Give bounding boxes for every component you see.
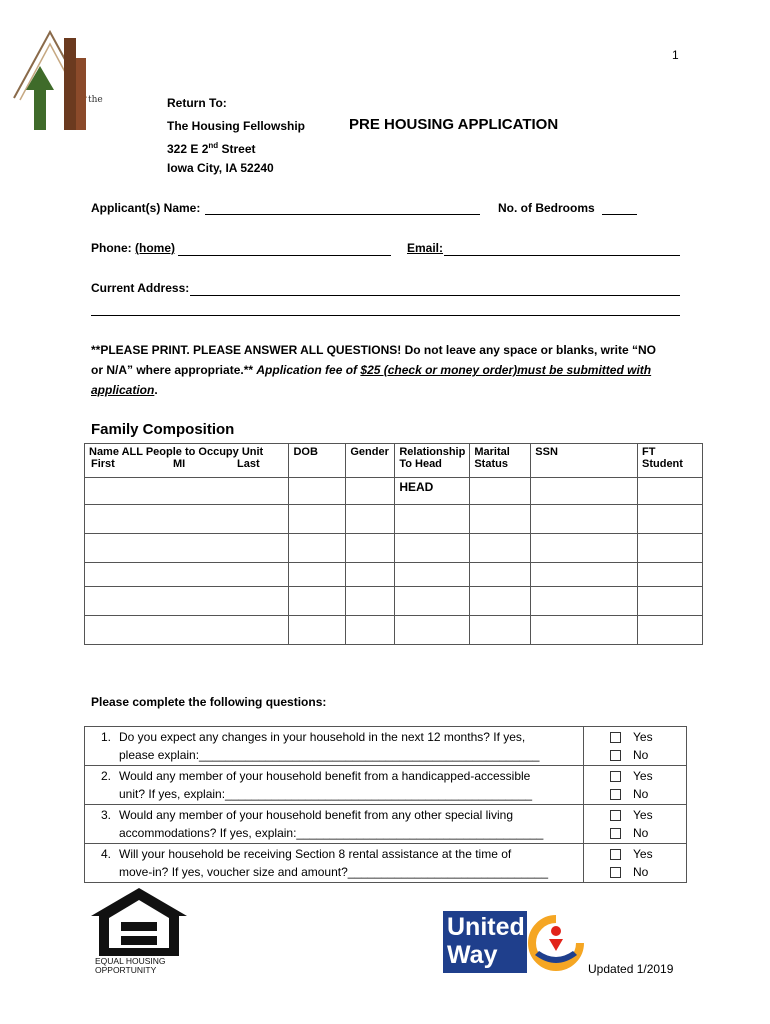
- phone-label: Phone: (home): [91, 241, 176, 255]
- checkbox-icon: [610, 789, 621, 800]
- question-3-answer[interactable]: accommodations? If yes, explain:_____________________________________: [119, 826, 544, 840]
- checkbox-icon: [610, 867, 621, 878]
- applicant-name-field[interactable]: [205, 201, 480, 215]
- question-2-no[interactable]: No: [610, 785, 682, 803]
- return-to-label: Return To:: [167, 96, 227, 110]
- checkbox-icon: [610, 849, 621, 860]
- housing-fellowship-logo: [12, 28, 154, 132]
- questions-heading: Please complete the following questions:: [91, 695, 327, 709]
- question-2-yes[interactable]: Yes: [610, 767, 682, 785]
- table-row[interactable]: [85, 478, 703, 505]
- united-way-logo: United Way: [443, 911, 585, 973]
- phone-field[interactable]: [178, 241, 391, 256]
- org-name: The Housing Fellowship: [167, 119, 305, 133]
- question-4-yes[interactable]: Yes: [610, 845, 682, 863]
- bedrooms-field[interactable]: [602, 201, 637, 215]
- page-title: PRE HOUSING APPLICATION: [349, 116, 559, 133]
- current-address-label: Current Address:: [91, 281, 190, 295]
- eho-text: EQUAL HOUSING OPPORTUNITY: [95, 956, 166, 975]
- updated-date: Updated 1/2019: [588, 962, 674, 976]
- instructions: **PLEASE PRINT. PLEASE ANSWER ALL QUESTIONS! Do not leave any space or blanks, write “NO or N/A” where appropriate.** Application fee of $25 (check or money order)must be submitted with application.: [91, 343, 657, 397]
- question-4-answer[interactable]: move-in? If yes, voucher size and amount?______________________________: [119, 865, 548, 879]
- checkbox-icon: [610, 828, 621, 839]
- bedrooms-label: No. of Bedrooms: [498, 201, 595, 215]
- question-1-no[interactable]: No: [610, 746, 682, 764]
- question-row: 1. Do you expect any changes in your household in the next 12 months? If yes, please explain:___________________________________________________ Yes No: [85, 727, 687, 766]
- checkbox-icon: [610, 771, 621, 782]
- street-address: 322 E 2nd Street: [167, 141, 256, 156]
- equal-housing-logo: [89, 886, 189, 976]
- col-dob: DOB: [289, 444, 346, 478]
- checkbox-icon: [610, 810, 621, 821]
- table-row[interactable]: [85, 616, 703, 645]
- email-label: Email:: [407, 241, 444, 255]
- question-row: 2. Would any member of your household benefit from a handicapped-accessible unit? If yes, explain:______________________________________________ Yes No: [85, 766, 687, 805]
- checkbox-icon: [610, 732, 621, 743]
- svg-text:the: the: [88, 95, 103, 105]
- page-number: 1: [672, 48, 679, 62]
- question-2-answer[interactable]: unit? If yes, explain:______________________________________________: [119, 787, 533, 801]
- table-row[interactable]: [85, 534, 703, 563]
- united-way-hand-icon: [527, 911, 585, 973]
- table-row[interactable]: [85, 563, 703, 587]
- question-1-answer[interactable]: please explain:___________________________________________________: [119, 748, 540, 762]
- checkbox-icon: [610, 750, 621, 761]
- table-row[interactable]: [85, 505, 703, 534]
- question-row: 3. Would any member of your household benefit from any other special living accommodations? If yes, explain:_____________________________________ Yes No: [85, 805, 687, 844]
- col-name: Name ALL People to Occupy Unit First MI Last: [85, 444, 289, 478]
- question-row: 4. Will your household be receiving Section 8 rental assistance at the time of move-in? If yes, voucher size and amount?______________________________ Yes No: [85, 844, 687, 883]
- question-1-yes[interactable]: Yes: [610, 728, 682, 746]
- head-label: HEAD: [395, 478, 470, 505]
- questions-table: [84, 726, 687, 883]
- family-header-row: [85, 444, 703, 478]
- current-address-field[interactable]: [190, 281, 680, 296]
- question-4-no[interactable]: No: [610, 863, 682, 881]
- current-address-field-2[interactable]: [91, 301, 680, 316]
- col-marital: Marital Status: [470, 444, 531, 478]
- col-relationship: Relationship To Head: [395, 444, 470, 478]
- email-field[interactable]: [444, 241, 680, 256]
- table-row[interactable]: [85, 587, 703, 616]
- col-ssn: SSN: [531, 444, 638, 478]
- family-composition-heading: Family Composition: [91, 421, 235, 438]
- col-ft-student: FT Student: [638, 444, 703, 478]
- question-3-no[interactable]: No: [610, 824, 682, 842]
- col-gender: Gender: [346, 444, 395, 478]
- city-state-zip: Iowa City, IA 52240: [167, 161, 274, 175]
- family-composition-table: [84, 443, 703, 645]
- applicant-label: Applicant(s) Name:: [91, 201, 201, 215]
- question-3-yes[interactable]: Yes: [610, 806, 682, 824]
